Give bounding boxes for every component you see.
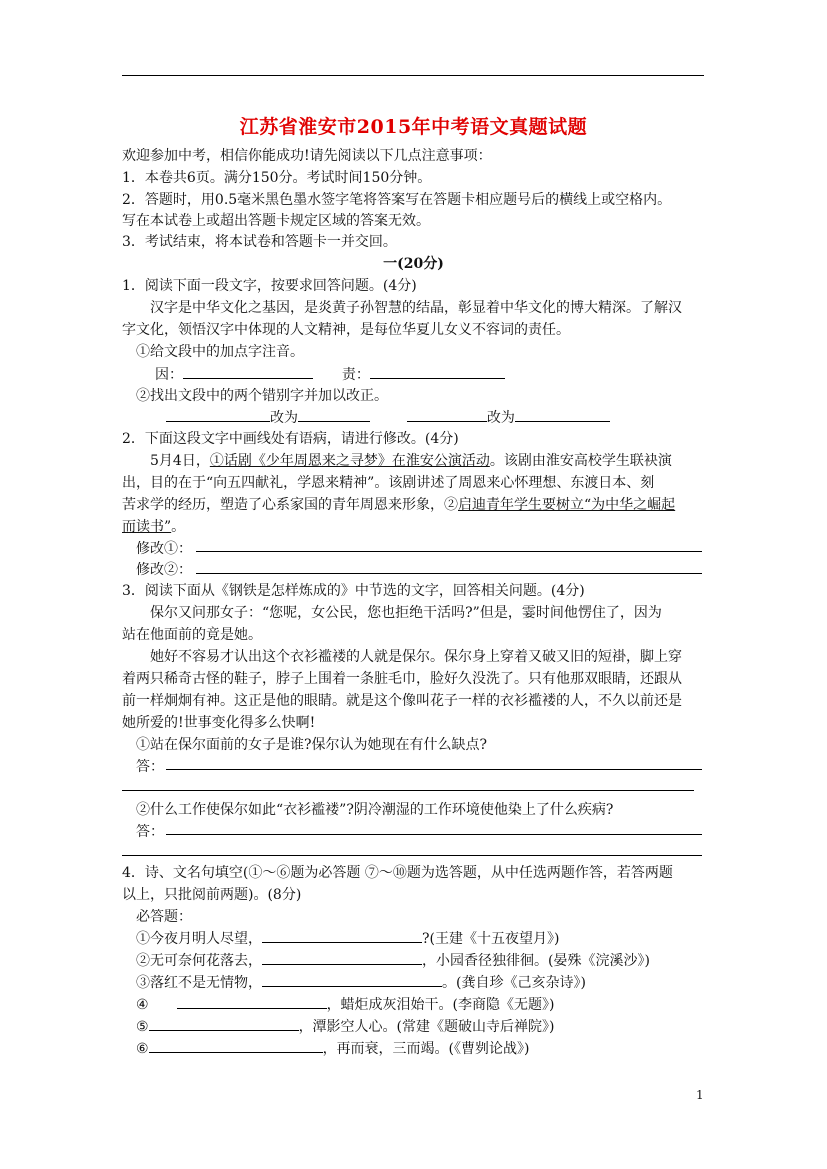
q4-stem-cont: 以上，只批阅前两题)。(8分) — [122, 887, 302, 903]
answer-blank-q4-5[interactable] — [149, 1016, 299, 1031]
label-yin: 因： — [155, 367, 183, 383]
answer-blank-q4-4[interactable] — [177, 994, 327, 1009]
answer-blank-wrong-2[interactable] — [407, 407, 487, 422]
answer-line-q3-1b[interactable] — [122, 790, 694, 791]
q3-stem: 3．阅读下面从《钢铁是怎样炼成的》中节选的文字，回答相关问题。(4分) — [122, 583, 585, 599]
answer-blank-q4-1[interactable] — [262, 928, 422, 943]
q3-passage-line-2: 站在他面前的竟是她。 — [122, 627, 262, 643]
answer-line-fix1[interactable] — [196, 551, 702, 552]
q1-pinyin-row — [155, 364, 505, 385]
page-number: 1 — [696, 1088, 704, 1102]
q4-item-6: ⑥ ，再而衰，三而竭。(《曹刿论战》) — [136, 1038, 530, 1059]
q2-passage-line-2: 出，目的在于“向五四献礼，学恩来精神”。该剧讲述了周恩来心怀理想、东渡日本、刻 — [122, 475, 655, 491]
q3-passage-line-3: 她好不容易才认出这个衣衫褴褛的人就是保尔。保尔身上穿着又破又旧的短褂，脚上穿 — [150, 649, 682, 665]
answer-blank-wrong-1[interactable] — [166, 407, 270, 422]
q1-correction-row — [166, 407, 610, 428]
notice-item-1: 1．本卷共6页。满分150分。考试时间150分钟。 — [122, 170, 432, 186]
q4-item-3: ③落红不是无情物， 。(龚自珍《己亥杂诗》) — [136, 972, 586, 993]
q4-item-5: ⑤ ，潭影空人心。(常建《题破山寺后禅院》) — [136, 1016, 555, 1037]
q3-sub2: ②什么工作使保尔如此“衣衫褴褛”?阴冷潮湿的工作环境使他染上了什么疾病? — [136, 802, 614, 818]
section-heading: 一(20分) — [383, 256, 444, 272]
q1-passage-cont: 字文化，领悟汉字中体现的人文精神，是每位华夏儿女义不容词的责任。 — [122, 322, 570, 338]
notice-item-2-cont: 写在本试卷上或超出答题卡规定区域的答案无效。 — [122, 213, 430, 229]
answer-blank-q4-2[interactable] — [262, 950, 422, 965]
notice-intro: 欢迎参加中考，相信你能成功!请先阅读以下几点注意事项： — [122, 148, 492, 164]
label-ze: 责： — [341, 367, 370, 383]
answer-blank-right-2[interactable] — [515, 407, 610, 422]
notice-item-2: 2．答题时，用0.5毫米黑色墨水签字笔将答案写在答题卡相应题号后的横线上或空格内。 — [122, 192, 672, 208]
label-gaiwei-1: 改为 — [270, 410, 298, 426]
q3-answer1-label: 答： — [136, 759, 164, 775]
q3-passage-line-4: 着两只稀奇古怪的鞋子，脖子上围着一条脏毛巾，脸好久没洗了。只有他那双眼睛，还跟从 — [122, 671, 682, 687]
page-title: 江苏省淮安市2015年中考语文真题试题 — [239, 116, 588, 138]
q1-passage: 汉字是中华文化之基因，是炎黄子孙智慧的结晶，彰显着中华文化的博大精深。了解汉 — [150, 300, 682, 316]
q3-passage-line-6: 她所爱的!世事变化得多么快啊! — [122, 715, 316, 731]
q3-sub1: ①站在保尔面前的女子是谁?保尔认为她现在有什么缺点? — [136, 737, 488, 753]
q1-stem: 1．阅读下面一段文字，按要求回答问题。(4分) — [122, 278, 417, 294]
answer-blank-q4-3[interactable] — [262, 972, 442, 987]
answer-blank-ze[interactable] — [370, 364, 505, 379]
answer-blank-right-1[interactable] — [298, 407, 370, 422]
answer-blank-yin[interactable] — [183, 364, 313, 379]
header-rule — [122, 75, 704, 76]
q2-stem: 2．下面这段文字中画线处有语病，请进行修改。(4分) — [122, 431, 459, 447]
label-gaiwei-2: 改为 — [486, 410, 515, 426]
q2-passage-line-1: 5月4日，①话剧《少年周恩来之寻梦》在淮安公演活动。该剧由淮安高校学生联袂演 — [150, 453, 672, 469]
q4-item-1: ①今夜月明人尽望， ?(王建《十五夜望月》) — [136, 928, 559, 949]
underlined-sentence-1: ①话剧《少年周恩来之寻梦》在淮安公演活动 — [209, 453, 490, 469]
answer-line-fix2[interactable] — [196, 573, 702, 574]
q4-item-2: ②无可奈何花落去， ，小园香径独徘徊。(晏殊《浣溪沙》) — [136, 950, 650, 971]
q4-item-4: ④ ，蜡炬成灰泪始干。(李商隐《无题》) — [136, 994, 555, 1015]
answer-blank-q4-6[interactable] — [149, 1038, 323, 1053]
q3-passage-line-5: 前一样炯炯有神。这正是他的眼睛。就是这个像叫花子一样的衣衫褴褛的人，不久以前还是 — [122, 693, 682, 709]
q3-passage-line-1: 保尔又问那女子：“您呢，女公民，您也拒绝干活吗?”但是，霎时间他愣住了，因为 — [150, 605, 662, 621]
answer-line-q3-1a[interactable] — [166, 769, 702, 770]
notice-item-3: 3．考试结束，将本试卷和答题卡一并交回。 — [122, 234, 397, 250]
q2-passage-line-3: 苦求学的经历，塑造了心系家国的青年周恩来形象，②启迪青年学生要树立“为中华之崛起 — [122, 497, 676, 513]
answer-line-q3-2b[interactable] — [122, 855, 702, 856]
q2-fix2-label: 修改②： — [136, 562, 192, 578]
q4-stem: 4．诗、文名句填空(①～⑥题为必答题 ⑦～⑩题为选答题，从中任选两题作答，若答两题 — [122, 865, 673, 881]
q4-required-label: 必答题： — [136, 909, 192, 925]
q1-sub2: ②找出文段中的两个错别字并加以改正。 — [136, 388, 388, 404]
answer-line-q3-2a[interactable] — [166, 834, 702, 835]
q3-answer2-label: 答： — [136, 824, 164, 840]
q1-sub1: ①给文段中的加点字注音。 — [136, 344, 304, 360]
q2-passage-line-4: 而读书”。 — [122, 519, 186, 535]
q2-fix1-label: 修改①： — [136, 541, 192, 557]
underlined-sentence-2: 启迪青年学生要树立“为中华之崛起 — [458, 497, 676, 513]
